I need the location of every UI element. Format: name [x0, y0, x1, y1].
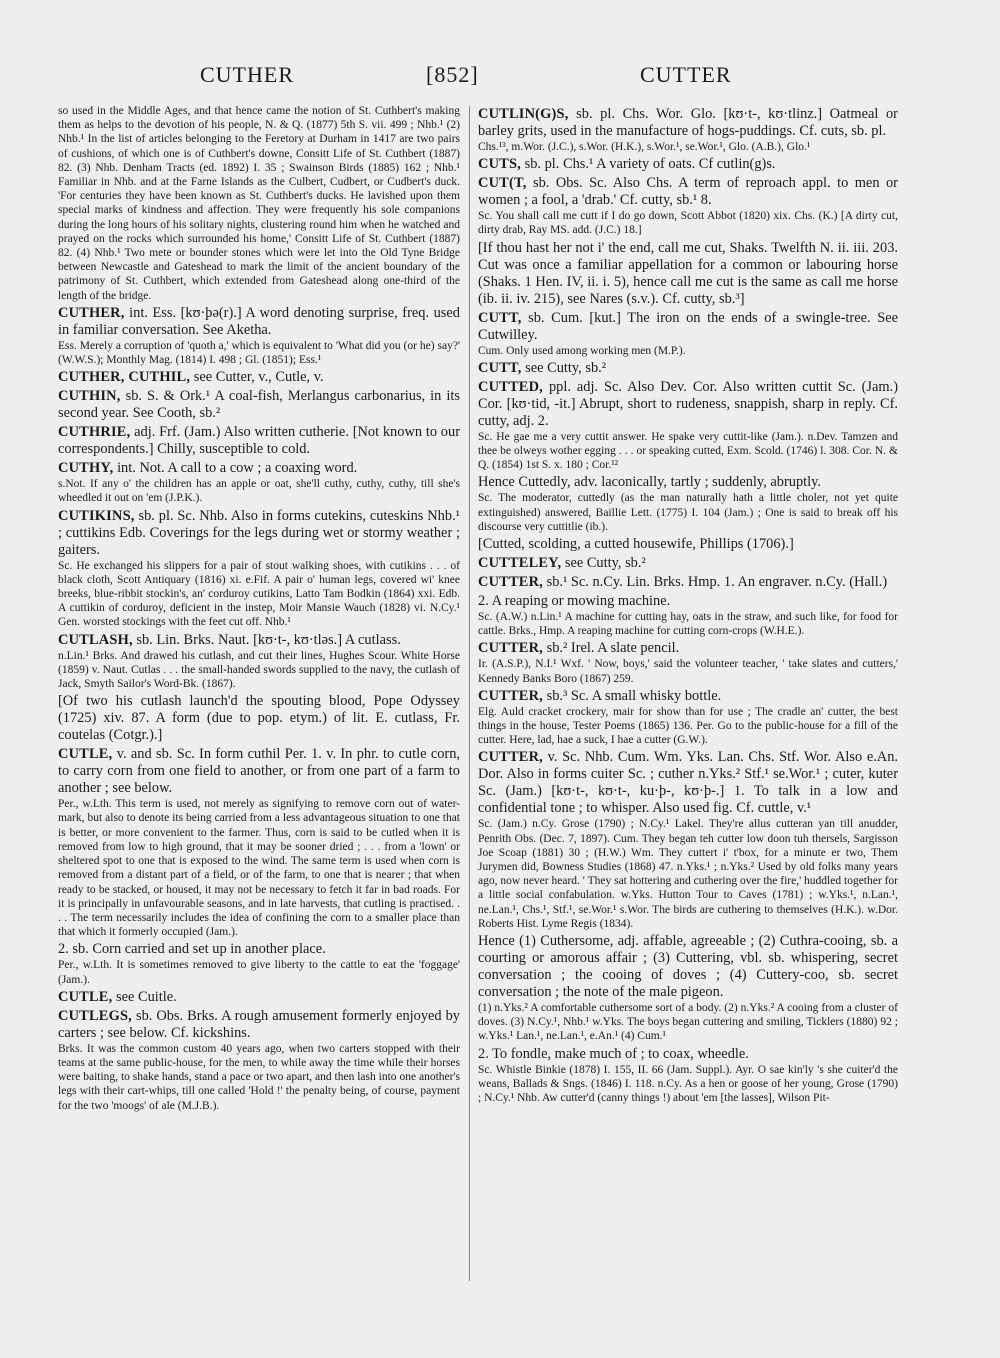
entry-definition: sb. Lin. Brks. Naut. [kʊ·t-, kʊ·tləs.] A cutlass.: [136, 631, 401, 648]
header-right-guide-word: CUTTER: [640, 62, 732, 87]
entry-definition: v. Sc. Nhb. Cum. Wm. Yks. Lan. Chs. Stf. Wor. Also e.An. Dor. Also in forms cuiter Sc. ; cuther n.Yks.² Stf.¹ se.Wor.¹ ; cuter, kuter Sc. (Jam.) [kʊ·t-, kʊ·t-, ku·þ-, kʊ·þ-.] 1. To talk in a low and confidential tone ; to whisper. Also used fig. Cf. cuttle, v.¹: [478, 749, 898, 817]
headword: CUTTELEY,: [478, 555, 562, 572]
citation-text: Ir. (A.S.P.), N.I.¹ Wxf. ' Now, boys,' said the volunteer teacher, ' take slates and cutters,' Kennedy Banks Boro (1867) 259.: [478, 658, 898, 685]
dictionary-entry: [58, 369, 460, 386]
entry-definition: sb.² Irel. A slate pencil.: [546, 640, 680, 657]
headword: CUTTER,: [478, 640, 543, 657]
citation-text: Elg. Auld cracket crockery, mair for show than for use ; The cradle an' cutter, the best things in the house, Tester Poems (1865) 136. Per. Go to the public-house for a fill of the cutter. Here, lad, hae a suck, I hae a cutter (G.W.).: [478, 705, 898, 747]
entry-paragraph: 2. sb. Corn carried and set up in another place.: [58, 941, 326, 958]
dictionary-entry: [478, 574, 898, 591]
dictionary-entry: [478, 640, 898, 657]
citation-text: Brks. It was the common custom 40 years ago, when two carters stopped with their teams at the same public-house, for the men, to while away the time while their horses were baiting, to shake hands, stand a pace or two apart, and then lash into one another's legs with their cart-whips, till one called 'Hold !' the penalty being, of course, payment for the two 'moogs' of ale (M.J.B.).: [58, 1042, 460, 1112]
entry-definition: sb. Obs. Brks. A rough amusement formerly enjoyed by carters ; see below. Cf. kickshins.: [58, 1007, 460, 1041]
headword: CUT(T,: [478, 175, 527, 192]
dictionary-entry: [58, 424, 460, 458]
citation-text: Sc. You shall call me cutt if I do go down, Scott Abbot (1820) xix. Chs. (K.) [A dirty cut, dirty drab, Ray MS. add. (J.C.) 18.]: [478, 210, 898, 237]
citation-text: Sc. (Jam.) n.Cy. Grose (1790) ; N.Cy.¹ Lakel. They're allus cutteran yan till anudder, Penrith Obs. (Dec. 7, 1897). Cum. They began teh cutter low doon tuh thersels, Sargisson Joe Scoap (1881) 30 ; (H.W.) Wm. They cuttert i' t'box, for a minute er two, Them Jurymen did, Bowness Studies (1868) 47. n.Yks.¹ ; n.Yks.² Used by old folks many years ago, now never heard. ' They sat hottering and cuthering over the fire,' huddled together for a little social confabulation. w.Yks. Hutton Tour to Caves (1781) ; w.Yks.¹, n.Lan.¹, ne.Lan.¹, Chs.¹, Stf.¹, se.Wor.¹ s.Wor. The birds are cuthering to themselves (H.K.). w.Dor. Roberts Hist. Lyme Regis (1834).: [478, 818, 898, 930]
citation-text: Chs.¹³, m.Wor. (J.C.), s.Wor. (H.K.), s.Wor.¹, se.Wor.¹, Glo. (A.B.), Glo.¹: [478, 141, 811, 153]
right-column: [478, 104, 898, 1314]
entry-definition: sb. S. & Ork.¹ A coal-fish, Merlangus carbonarius, in its second year. See Cooth, sb.²: [58, 388, 460, 422]
page-number: [852]: [426, 62, 479, 87]
entry-paragraph: [Of two his cutlash launch'd the spouting blood, Pope Odyssey (1725) xiv. 87. A form (due to pop. etym.) of lit. E. cutlass, Fr. coutelas (Cotgr.).]: [58, 693, 460, 744]
entry-paragraph: [Cutted, scolding, a cutted housewife, Phillips (1706).]: [478, 536, 794, 553]
dictionary-entry: [478, 749, 898, 817]
column-divider: [469, 106, 470, 1281]
citation-text: Cum. Only used among working men (M.P.).: [478, 344, 686, 357]
entry-paragraph: 2. A reaping or mowing machine.: [478, 593, 671, 610]
dictionary-entry: [58, 388, 460, 422]
dictionary-entry: [478, 106, 898, 140]
citation-text: so used in the Middle Ages, and that hence came the notion of St. Cuthbert's making them as helps to the devotion of his people, N. & Q. (1877) 5th S. vii. 499 ; Nhb.¹ (2) Nhb.¹ In the list of articles belonging to the Feretory at Durham in 1417 are two pairs of cushions, of which one is of Cuthbert's downe, Consitt Life of St. Cuthbert (1887) 82. (3) Nhb. Denham Tracts (ed. 1892) I. 35 ; Swainson Birds (1885) 162 ; Nhb.¹ Familiar in Nhb. and at the Farne Islands as the Culbert, Cudbert, or Cudbert's duck. 'For centuries they have been known as St. Cuthbert's ducks. He lavished upon them special marks of kindness and affection. They were frequently his sole companions during the long hours of his solitary nights, clustering round him when he watched and prayed on the rocks which surrounded his home,' Consitt Life of St. Cuthbert (1887) 82. (4) Nhb.¹ Two mete or bounder stones which were let into the Old Tyne Bridge between Newcastle and Gateshead to mark the limit of the ancient boundary of the patrimony of St. Cuthbert, which extended from Gateshead along one-third of the length of the bridge.: [58, 105, 460, 302]
headword: CUTTER,: [478, 574, 543, 591]
left-column: [58, 104, 460, 1314]
entry-definition: sb. Cum. [kut.] The iron on the ends of a swingle-tree. See Cutwilley.: [478, 309, 898, 343]
citation-text: Sc. Whistle Binkie (1878) I. 155, II. 66 (Jam. Suppl.). Ayr. O sae kin'ly 's she cuiter'd the weans, Ballads & Sngs. (1846) I. 118. n.Cy. As a hen or goose of her young, Grose (1790) ; N.Cy.¹ Nhb. Aw cutter'd (canny things !) about 'em [the lasses], Wilson Pit-: [478, 1063, 898, 1105]
dictionary-entry: [58, 305, 460, 339]
entry-definition: v. and sb. Sc. In form cuthil Per. 1. v. In phr. to cutle corn, to carry corn from one field to another, or from one part of a farm to another ; see below.: [58, 746, 460, 797]
entry-definition: see Cutty, sb.²: [564, 555, 646, 572]
citation-text: (1) n.Yks.² A comfortable cuthersome sort of a body. (2) n.Yks.² A cooing from a cluster of doves. (3) N.Cy.¹, Nhb.¹ w.Yks. The boys began cuttering and smiling, Ticklers (1880) 92 ; w.Yks.¹ Lan.¹, ne.Lan.¹, e.An.¹ (4) Cum.¹: [478, 1002, 898, 1043]
entry-paragraph: 2. To fondle, make much of ; to coax, wheedle.: [478, 1045, 749, 1062]
entry-definition: sb. pl. Chs.¹ A variety of oats. Cf cutlin(g)s.: [524, 156, 776, 173]
headword: CUTS,: [478, 156, 521, 173]
headword: CUTLEGS,: [58, 1007, 132, 1024]
headword: CUTHER, CUTHIL,: [58, 369, 191, 386]
dictionary-entry: [478, 310, 898, 344]
entry-definition: sb. pl. Chs. Wor. Glo. [kʊ·t-, kʊ·tlinz.] Oatmeal or barley grits, used in the manufacture of hogs-puddings. Cf. cuts, sb. pl.: [478, 106, 898, 139]
dictionary-entry: [478, 688, 898, 705]
headword: CUTLE,: [58, 746, 113, 763]
entry-definition: sb. pl. Sc. Nhb. Also in forms cutekins, cuteskins Nhb.¹ ; cuttikins Edb. Coverings for the legs during wet or stormy weather ; gaiters.: [58, 507, 460, 558]
entry-definition: ppl. adj. Sc. Also Dev. Cor. Also written cuttit Sc. (Jam.) Cor. [kʊ·tid, -it.] Abrupt, short to rudeness, snappish, sharp in reply. Cf. cutty, adj. 2.: [478, 378, 898, 429]
headword: CUTT,: [478, 309, 522, 326]
header-left-guide-word: CUTHER: [200, 62, 294, 87]
headword: CUTIKINS,: [58, 507, 135, 524]
headword: CUTHY,: [58, 460, 114, 477]
entry-definition: sb.¹ Sc. n.Cy. Lin. Brks. Hmp. 1. An engraver. n.Cy. (Hall.): [546, 574, 888, 591]
dictionary-entry: [58, 508, 460, 559]
entry-definition: sb.³ Sc. A small whisky bottle.: [546, 687, 722, 704]
entry-definition: int. Not. A call to a cow ; a coaxing word.: [117, 460, 358, 477]
dictionary-entry: [58, 989, 460, 1006]
citation-text: Sc. He exchanged his slippers for a pair of stout walking shoes, with cutikins . . . of black cloth, Scott Antiquary (1816) xi. e.Fif. A pair o' human legs, covered wi' knee breeks, blue-ribbit stockin's, an' corduroy cutikins, Latto Tam Bodkin (1864) xxi. Edb. A cuttikin of corduroy, deficient in the instep, Moir Mansie Wauch (1828) vi. N.Cy.¹ Gen. worsted stockings with the feet cut off. Nhb.¹: [58, 559, 460, 629]
headword: CUTHIN,: [58, 388, 121, 405]
headword: CUTT,: [478, 359, 522, 376]
headword: CUTLIN(G)S,: [478, 106, 569, 122]
entry-definition: sb. Obs. Sc. Also Chs. A term of reproach appl. to men or women ; a fool, a 'drab.' Cf. cutty, sb.¹ 8.: [478, 175, 898, 209]
dictionary-entry: [478, 555, 898, 572]
dictionary-entry: [478, 360, 898, 377]
headword: CUTTER,: [478, 749, 543, 766]
entry-paragraph: [If thou hast her not i' the end, call me cut, Shaks. Twelfth N. ii. iii. 203. Cut was once a familiar appellation for a common or labouring horse (Shaks. 1 Hen. IV, ii. i. 5), hence call me cut is the same as call me horse (ib. ii. iv. 215), see Nares (s.v.). Cf. cutty, sb.³]: [478, 239, 898, 307]
dictionary-entry: [58, 460, 460, 477]
headword: CUTHRIE,: [58, 424, 131, 441]
entry-definition: int. Ess. [kʊ·þə(r).] A word denoting surprise, freq. used in familiar conversation. See Aketha.: [58, 304, 460, 338]
entry-definition: see Cuitle.: [116, 988, 177, 1005]
entry-definition: see Cutty, sb.²: [525, 359, 607, 376]
citation-text: Per., w.Lth. This term is used, not merely as signifying to remove corn out of water-mark, but also to denote its being carried from a less advantageous situation to one that is better, or more convenient to the farmer. Thus, corn is said to be cutled when it is removed from low to high ground, that it may be sooner dried ; . . . from a 'lown' or sheltered spot to one that is exposed to the wind. The same term is used when corn is removed from a distant part of a field, or of the farm, to one that is nearer ; that when ready to be stacked, or housed, it may not be necessary to fetch it far in bad roads. For it is principally in unfavourable seasons, and in late harvests, that cutling is practised. . . . The term necessarily includes the idea of confining the corn to a smaller place than that which it formerly occupied (Jam.).: [58, 798, 460, 939]
running-header: [0, 62, 1000, 96]
dictionary-entry: [478, 175, 898, 209]
citation-text: Per., w.Lth. It is sometimes removed to give liberty to the cattle to eat the 'foggage' (Jam.).: [58, 959, 460, 986]
headword: CUTTER,: [478, 687, 543, 704]
dictionary-entry: [478, 379, 898, 430]
entry-paragraph: Hence Cuttedly, adv. laconically, tartly ; suddenly, abruptly.: [478, 474, 822, 491]
citation-text: Sc. (A.W.) n.Lin.¹ A machine for cutting hay, oats in the straw, and such like, for food for cattle. Brks., Hmp. A reaping machine for cutting corn-crops (W.H.E.).: [478, 611, 898, 638]
dictionary-entry: [58, 1008, 460, 1042]
entry-definition: see Cutter, v., Cutle, v.: [193, 369, 324, 386]
headword: CUTHER,: [58, 304, 125, 321]
headword: CUTLASH,: [58, 631, 133, 648]
headword: CUTTED,: [478, 378, 543, 395]
citation-text: n.Lin.¹ Brks. And drawed his cutlash, and cut their lines, Hughes Scour. White Horse (1859) v. Naut. Cutlas . . . the small-handed swords supplied to the navy, the cutlash of Jack, Smyth Sailor's Word-Bk. (1867).: [58, 649, 460, 691]
dictionary-entry: [478, 156, 898, 173]
citation-text: s.Not. If any o' the children has an apple or oat, she'll cuthy, cuthy, cuthy, till she's wheedled it out on 'em (J.P.K.).: [58, 478, 460, 505]
citation-text: Sc. The moderator, cuttedly (as the man naturally hath a little choler, not yet quite extinguished) answered, Baillie Lett. (1775) I. 104 (Jam.) ; One is said to break off his discourse very cuttitlie (ib.).: [478, 492, 898, 533]
citation-text: Ess. Merely a corruption of 'quoth a,' which is equivalent to 'What did you (or he) say?' (W.W.S.); Monthly Mag. (1814) I. 498 ; Gl. (1851); Ess.¹: [58, 339, 460, 367]
dictionary-entry: [58, 746, 460, 797]
dictionary-entry: [58, 632, 460, 649]
headword: CUTLE,: [58, 988, 113, 1005]
entry-paragraph: Hence (1) Cuthersome, adj. affable, agreeable ; (2) Cuthra-cooing, sb. a courting or amorous affair ; (3) Cuttering, vbl. sb. whispering, secret conversation ; the cooing of doves ; (4) Cuttery-coo, sb. secret conversation ; the note of the male pigeon.: [478, 933, 898, 1001]
entry-definition: adj. Frf. (Jam.) Also written cutherie. [Not known to our correspondents.] Chilly, susceptible to cold.: [58, 424, 460, 458]
citation-text: Sc. He gae me a very cuttit answer. He spake very cuttit-like (Jam.). n.Dev. Tamzen and thee be olweys wother egging . . . or speaking cutted, Exm. Scold. (1746) l. 308. Cor. N. & Q. (1854) 1st S. x. 180 ; Cor.¹²: [478, 430, 898, 472]
